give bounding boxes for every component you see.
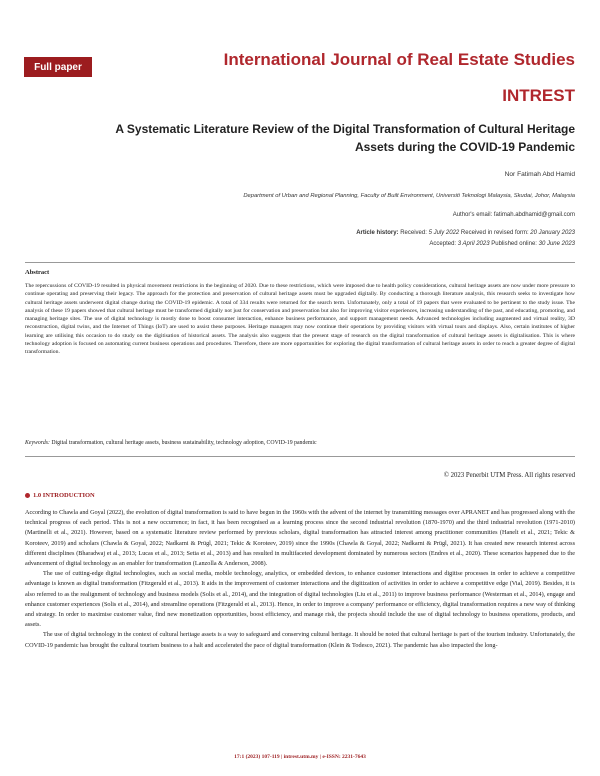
abstract-text: The repercussions of COVID-19 resulted in physical movement restrictions in the beginning of 2020. Due to these restrictions, which were imposed due to health policy considerations, cultural heritage assets are now under more pressure to continue operating and preserving their legacy. The approach for the protection and preservation of cultural heritage assets must be upgraded digitally. By conducting a thorough literature analysis, this research seeks to investigate how cultural heritage assets underwent digital change during the COVID-19 epidemic. A total of 334 results were returned for the search term. Unfortunately, only a total of 19 papers that were evaluated to be pertinent to the study issue. The analysis of these 19 papers showed that cultural heritage must be transformed digitally not just for conservation and preservation but also for improving visitor experiences, increasing understanding of the past, and educating, promoting, and managing heritage sites. The use of digital technology is mostly done to boost consumer interaction, enhance business performance, and support management needs. Advanced technologies including augmented and virtual reality, 3D reconstruction, digital twins, and the Internet of Things (IoT) are used to assist these purposes. Heritage managers may now continue their operations by providing visitors with virtual tours and displays. Also, certain institutes of higher learning are utilising this occasion to do study on the digitisation of historical assets. The analysis also suggests that the present stage of research on the digital transformation of cultural heritage assets is digitalisation. This is where technology adoption is focused on automating current business operations and procedures. Therefore, there are more opportunities for exploring the digital transformation of cultural heritage assets in order to reach a greater degree of digital transformation. [25,283,575,356]
paragraph: The use of digital technology in the context of cultural heritage assets is a way to safeguard and conserving cultural heritage. It should be noted that cultural heritage is part of the tourism industry. Unfortunately, the COVID-19 pandemic has brought the cultural tourism business to a halt and accelerated the pace of digital transformation (Klein & Todesco, 2021). The pandemic has also impacted the long- [25,631,575,649]
revised-label: Received in revised form: [459,230,531,236]
keywords-list: Digital transformation, cultural heritage assets, business sustainability, technology adoption, COVID-19 pandemic [49,440,317,446]
author-email: Author's email: fatimah.abdhamid@gmail.com [452,212,575,218]
published-date: 30 June 2023 [538,241,575,247]
author-name: Nor Fatimah Abd Hamid [504,171,575,178]
received-label: Received: [398,230,429,236]
keywords-label: Keywords: [25,440,50,446]
accepted-date: 3 April 2023 [457,241,490,247]
copyright-notice: © 2023 Penerbit UTM Press. All rights reserved [443,472,575,479]
divider-bottom [25,456,575,457]
revised-date: 20 January 2023 [530,230,575,236]
bullet-icon [25,493,30,498]
paper-type-badge: Full paper [24,57,92,77]
history-label: Article history: [356,230,399,236]
author-affiliation: Department of Urban and Regional Planning, Faculty of Built Environment, Universiti Teknologi Malaysia, Skudai, Johor, Malaysia [243,193,575,199]
article-history-received [356,230,575,236]
section-heading-introduction [25,492,95,499]
article-history-accepted [429,241,575,247]
page-footer: 17:1 (2023) 107-119 | intrest.utm.my | e-ISSN: 2231-7643 [234,754,366,760]
introduction-body [25,508,575,651]
published-label: Published online: [489,241,539,247]
keywords [25,440,575,446]
article-title: A Systematic Literature Review of the Digital Transformation of Cultural Heritage Assets during the COVID-19 Pandemic [115,122,575,154]
paragraph: The use of cutting-edge digital technologies, such as social media, mobile technology, analytics, or embedded devices, to enhance customer interactions and digitise processes in order to achieve a competitive advantage is known as digital transformation (Fitzgerald et al., 2013). It aids in the improvement of customer interactions and the digitization of activities in order to achieve a competitive edge (Vial, 2019). Besides, it is also referred to as the realignment of technology and business models (Solis et al., 2014), and the integration of digital technologies (Liu et al., 2011) to improve business performance (Westerman et al., 2014), engage and enhance customer experiences (Solis et al., 2014), and streamline operations (Fitzgerald et al., 2013). Hence, in order to improve a company' performance or efficiency, digital transformation requires a new way of thinking and strategy. In order to maximise customer value, find new monetization opportunities, boost efficiency, and manage risk, the projects should include the use of digital technology to business operations, products, and assets. [25,570,575,629]
abstract-heading: Abstract [25,269,50,276]
divider-top [25,262,575,263]
journal-acronym: INTREST [502,86,575,105]
journal-title: International Journal of Real Estate Studies [223,50,575,69]
accepted-label: Accepted: [429,241,458,247]
section-heading-text: 1.0 INTRODUCTION [33,492,95,499]
received-date: 5 July 2022 [428,230,460,236]
paragraph: According to Chawla and Goyal (2022), the evolution of digital transformation is said to have begun in the 1960s with the advent of the internet by transmitting messages over APRANET and has progressed along with the technical progress of each period. This is not a new occurrence; in fact, it has been recognised as a learning process since the second industrial revolution (1870-1970) and the third industrial revolution (1971-2010) (Martinelli et al., 2021). However, based on a systematic literature review performed by previous scholars, digital transformation has attracted interest among practitioner communities (Hanelt et al., 2021; Tekic & Koroteev, 2019) and scholars (Chawla & Goyal, 2022; Nadkarni & Prügl, 2021; Tekic & Koroteev, 2019) since the 1990s (Chawla & Goyal, 2022; Nadkarni & Prügl, 2021). It has created new research interest across different disciplines (Bharadwaj et al., 2013; Lucas et al., 2013; Setia et al., 2013) and has resulted in multifaceted development dominated by numerous sectors (Endres et al., 2020). These scenarios happened due to the advancement of digital technology as an enabler for transformation (Lanzolla & Anderson, 2008). [25,509,575,568]
